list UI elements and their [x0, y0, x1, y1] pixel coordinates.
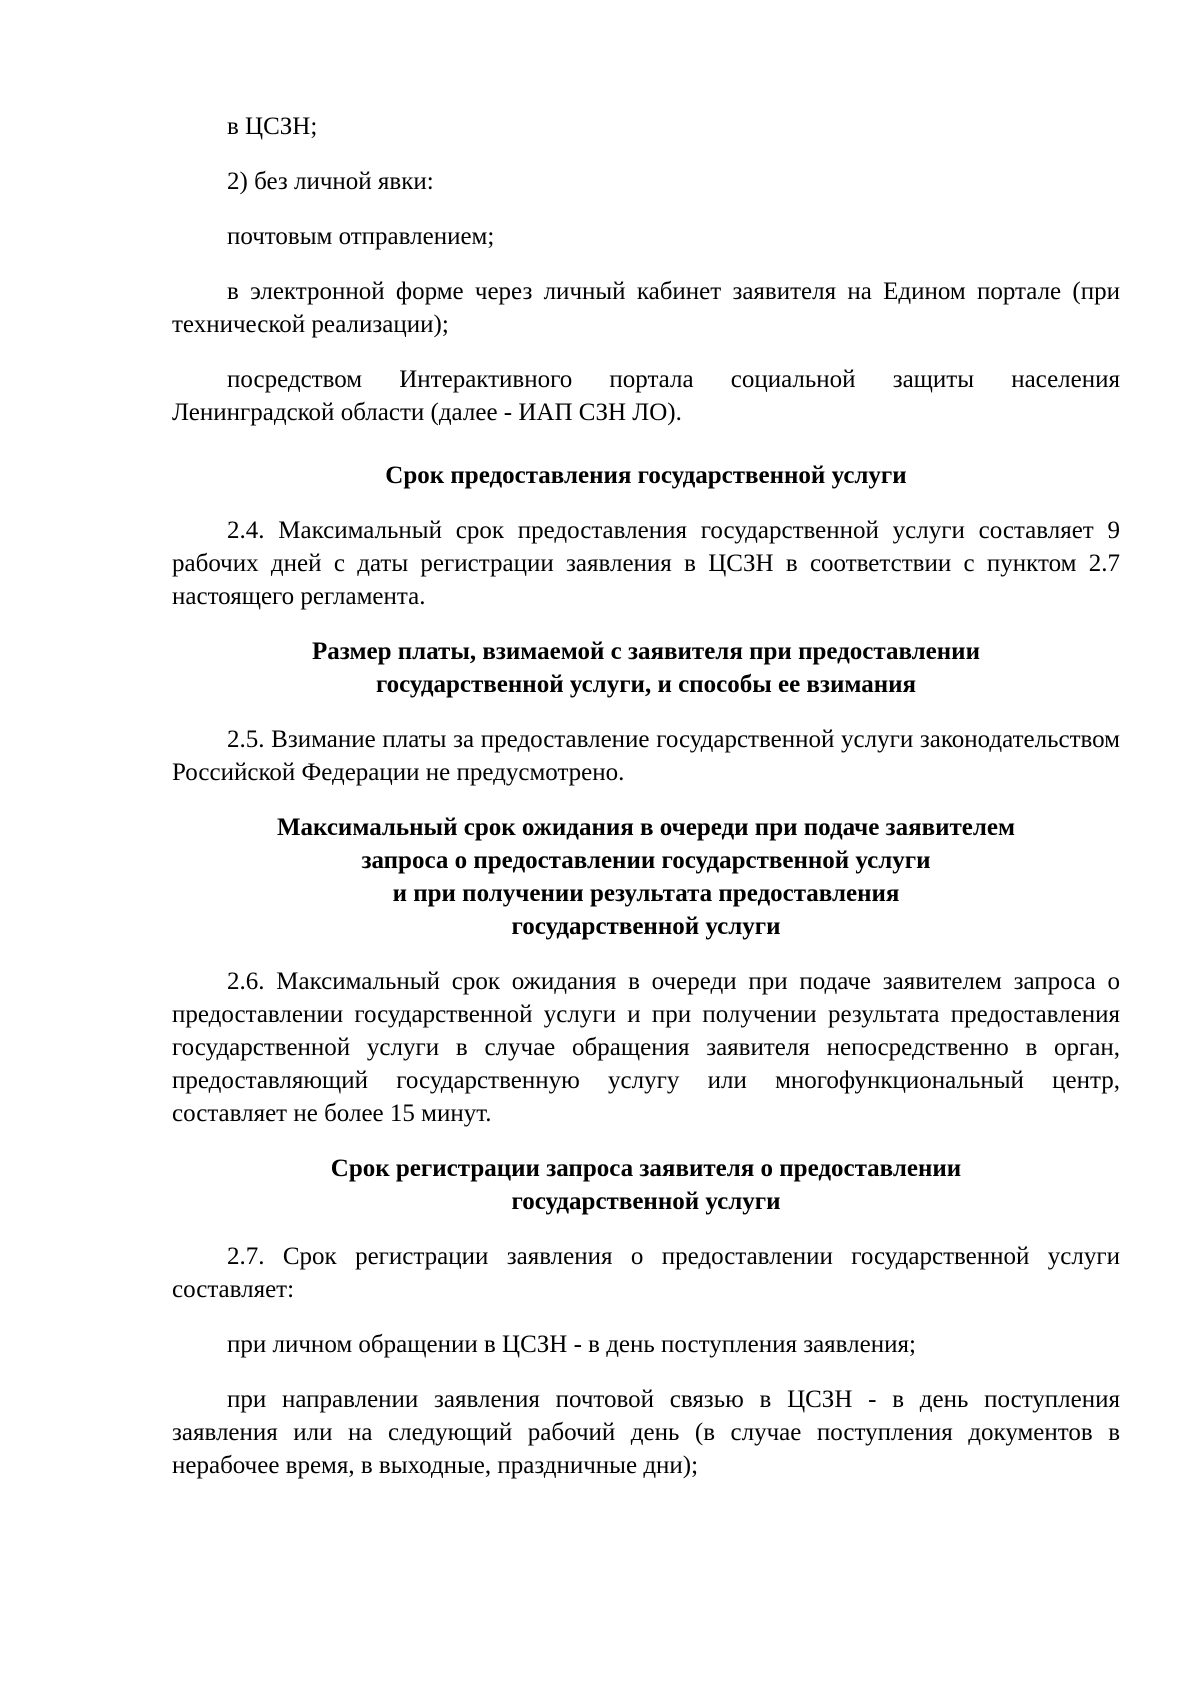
paragraph: при личном обращении в ЦСЗН - в день поступления заявления;	[227, 1331, 916, 1358]
section-heading	[172, 1152, 1120, 1218]
heading-line: государственной услуги, и способы ее взимания	[375, 671, 917, 698]
document-body	[172, 110, 1120, 1504]
heading-line: Максимальный срок ожидания в очереди при подаче заявителем	[276, 814, 1016, 841]
paragraph: 2.7. Срок регистрации заявления о предоставлении государственной услуги составляет:	[172, 1243, 1120, 1303]
section-heading	[172, 459, 1120, 492]
heading-line: запроса о предоставлении государственной услуги	[361, 847, 931, 874]
paragraph: при направлении заявления почтовой связью в ЦСЗН - в день поступления заявления или на следующий рабочий день (в случае поступления документов в нерабочее время, в выходные, праздничные дни);	[172, 1386, 1120, 1479]
heading-line: и при получении результата предоставления	[392, 880, 900, 907]
heading-line: Размер платы, взимаемой с заявителя при предоставлении	[312, 638, 980, 665]
heading-line: Срок предоставления государственной услуги	[385, 462, 907, 489]
section-heading	[172, 635, 1120, 701]
heading-line: государственной услуги	[511, 913, 781, 940]
paragraph: в электронной форме через личный кабинет заявителя на Едином портале (при технической реализации);	[172, 278, 1120, 338]
paragraph: 2.4. Максимальный срок предоставления государственной услуги составляет 9 рабочих дней с даты регистрации заявления в ЦСЗН в соответствии с пунктом 2.7 настоящего регламента.	[172, 517, 1120, 610]
paragraph: 2.6. Максимальный срок ожидания в очереди при подаче заявителем запроса о предоставлении государственной услуги и при получении результата предоставления государственной услуги в случае обращения заявителя непосредственно в орган, предоставляющий государственную услугу или многофункциональный центр, составляет не более 15 минут.	[172, 968, 1120, 1127]
paragraph: посредством Интерактивного портала социальной защиты населения Ленинградской области (далее - ИАП СЗН ЛО).	[172, 366, 1120, 426]
paragraph: в ЦСЗН;	[227, 113, 318, 140]
section-heading	[172, 811, 1120, 943]
heading-line: Срок регистрации запроса заявителя о предоставлении	[330, 1155, 962, 1182]
heading-line: государственной услуги	[511, 1188, 781, 1215]
paragraph: 2) без личной явки:	[227, 168, 434, 195]
paragraph: почтовым отправлением;	[227, 223, 495, 250]
paragraph: 2.5. Взимание платы за предоставление государственной услуги законодательством Российской Федерации не предусмотрено.	[172, 726, 1120, 786]
